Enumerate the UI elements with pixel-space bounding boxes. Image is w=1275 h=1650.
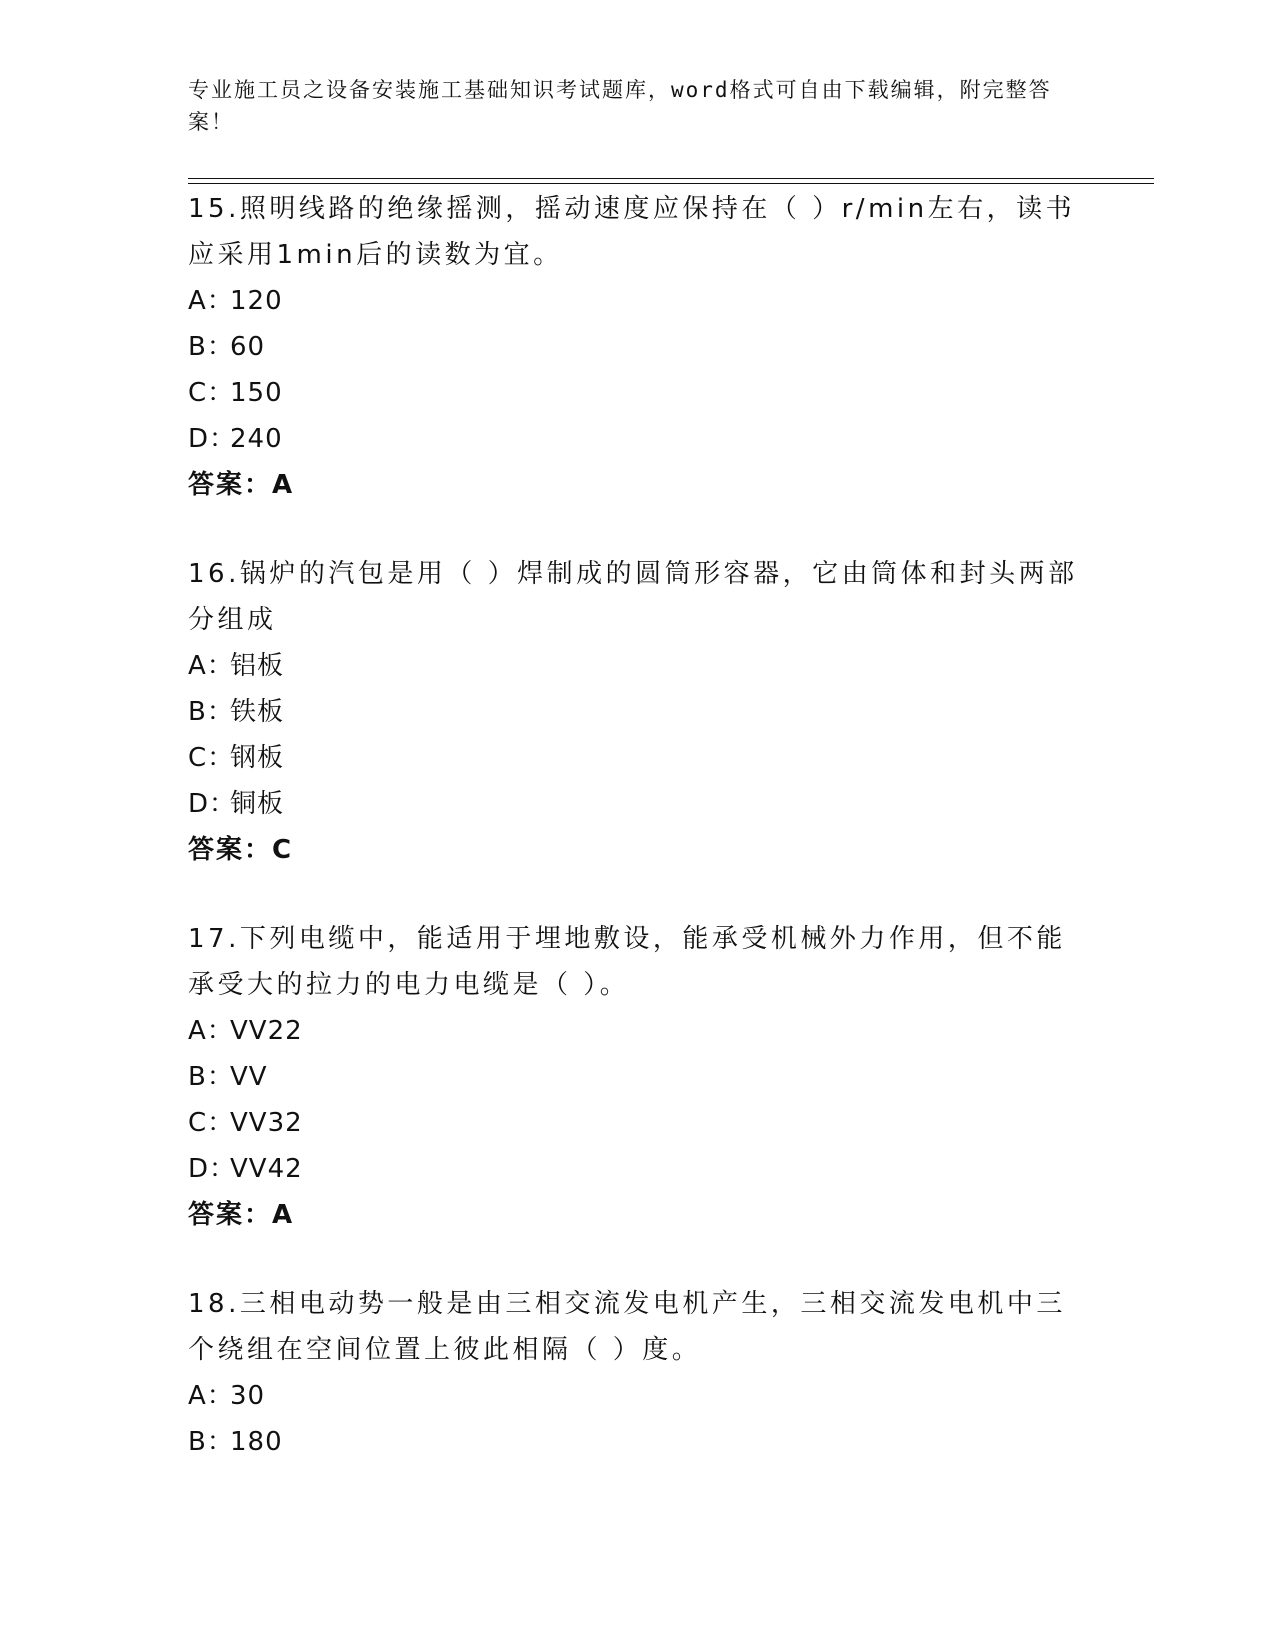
option-key: A： xyxy=(188,651,234,681)
answer-line: 答案：C xyxy=(188,835,294,865)
option-value: VV42 xyxy=(230,1154,303,1184)
option-key: C： xyxy=(188,378,235,408)
option-key: D： xyxy=(188,789,237,819)
answer-line: 答案：A xyxy=(188,470,295,500)
option-key: B： xyxy=(188,332,234,362)
option-key: B： xyxy=(188,697,234,727)
option-value: 铝板 xyxy=(230,651,285,681)
option-value: 240 xyxy=(230,424,283,454)
question-stem: 17.下列电缆中，能适用于埋地敷设，能承受机械外力作用，但不能承受大的拉力的电力电缆是（ ）。 xyxy=(188,924,1066,1000)
option-value: 150 xyxy=(230,378,283,408)
document-header: 专业施工员之设备安装施工基础知识考试题库，word格式可自由下载编辑，附完整答案！ xyxy=(188,78,1052,134)
answer-line: 答案：A xyxy=(188,1200,295,1230)
option-a xyxy=(188,1373,1088,1419)
option-key: A： xyxy=(188,1016,234,1046)
option-value: 铜板 xyxy=(230,789,285,819)
option-value: 120 xyxy=(230,286,283,316)
option-c xyxy=(188,735,1088,781)
question-stem: 18.三相电动势一般是由三相交流发电机产生，三相交流发电机中三个绕组在空间位置上彼此相隔（ ）度。 xyxy=(188,1289,1066,1365)
question-16 xyxy=(188,551,1088,873)
option-key: A： xyxy=(188,286,234,316)
option-d xyxy=(188,416,1088,462)
question-stem: 15.照明线路的绝缘摇测，摇动速度应保持在（ ）r/min左右，读书应采用1min后的读数为宜。 xyxy=(188,194,1076,270)
option-value: 30 xyxy=(230,1381,266,1411)
option-value: 180 xyxy=(230,1427,283,1457)
option-value: VV xyxy=(230,1062,268,1092)
option-key: C： xyxy=(188,743,235,773)
header-divider-bottom xyxy=(188,183,1154,184)
option-key: D： xyxy=(188,1154,237,1184)
option-key: D： xyxy=(188,424,237,454)
option-value: VV22 xyxy=(230,1016,303,1046)
header-divider-top xyxy=(188,178,1154,179)
question-stem: 16.锅炉的汽包是用（ ）焊制成的圆筒形容器，它由筒体和封头两部分组成 xyxy=(188,559,1078,635)
option-value: VV32 xyxy=(230,1108,303,1138)
option-key: C： xyxy=(188,1108,235,1138)
option-b xyxy=(188,324,1088,370)
option-d xyxy=(188,781,1088,827)
option-c xyxy=(188,370,1088,416)
question-18 xyxy=(188,1281,1088,1465)
option-b xyxy=(188,689,1088,735)
option-key: A： xyxy=(188,1381,234,1411)
option-a xyxy=(188,643,1088,689)
option-value: 60 xyxy=(230,332,266,362)
option-a xyxy=(188,278,1088,324)
option-value: 铁板 xyxy=(230,697,285,727)
question-15 xyxy=(188,186,1088,508)
option-value: 钢板 xyxy=(230,743,285,773)
option-d xyxy=(188,1146,1088,1192)
option-key: B： xyxy=(188,1427,234,1457)
option-a xyxy=(188,1008,1088,1054)
option-key: B： xyxy=(188,1062,234,1092)
option-c xyxy=(188,1100,1088,1146)
option-b xyxy=(188,1054,1088,1100)
question-17 xyxy=(188,916,1088,1238)
option-b xyxy=(188,1419,1088,1465)
